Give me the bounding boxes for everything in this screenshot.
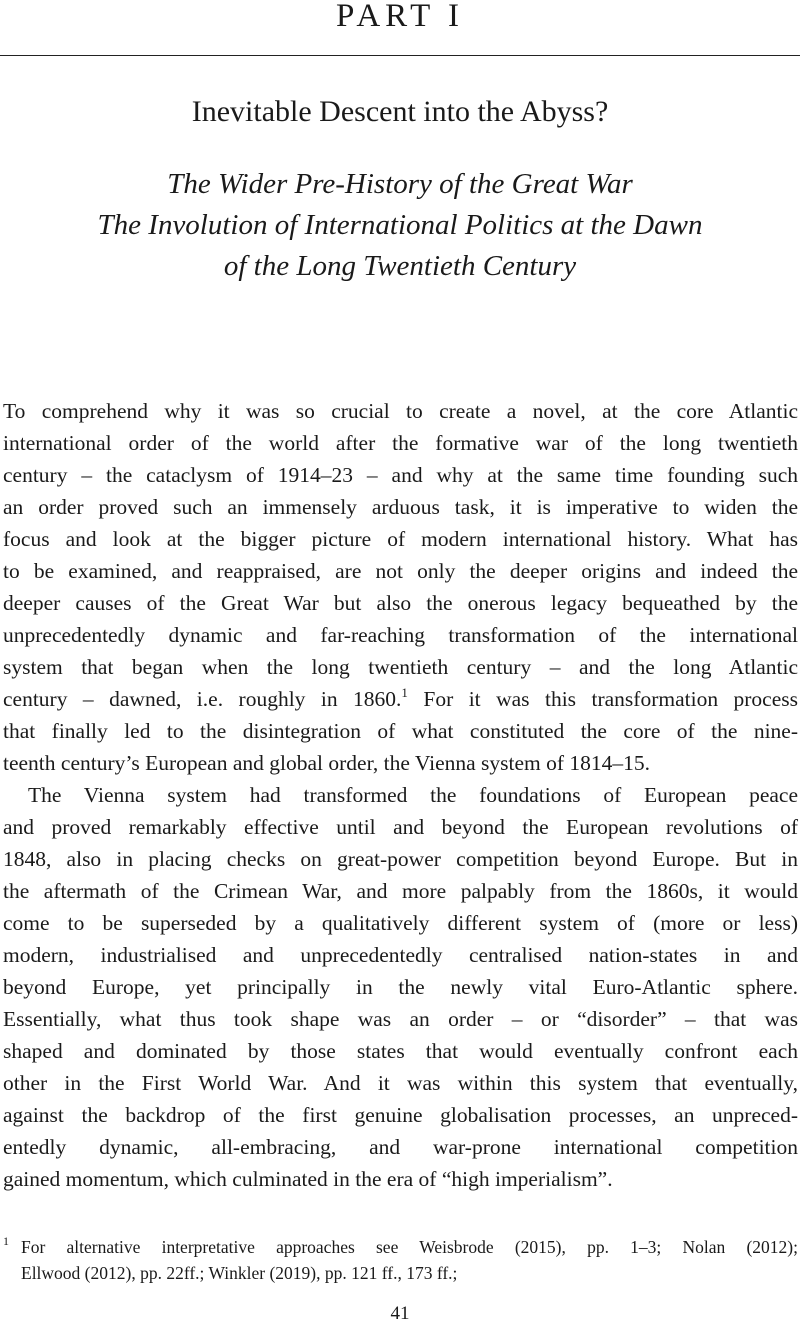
text-line: Essentially, what thus took shape was an order – or “disorder” – that was bbox=[3, 1007, 798, 1031]
text-line: international order of the world after the formative war of the long twentieth bbox=[3, 431, 798, 455]
text-segment: century – dawned, i.e. roughly in 1860. bbox=[3, 687, 402, 711]
text-line: century – the cataclysm of 1914–23 – and why at the same time founding such bbox=[3, 463, 798, 487]
text-line: unprecedentedly dynamic and far-reaching transformation of the international bbox=[3, 623, 798, 647]
text-line: system that began when the long twentieth century – and the long Atlantic bbox=[3, 655, 798, 679]
text-line: to be examined, and reappraised, are not only the deeper origins and indeed the bbox=[3, 559, 798, 583]
text-line: deeper causes of the Great War but also the onerous legacy bequeathed by the bbox=[3, 591, 798, 615]
text-line: beyond Europe, yet principally in the newly vital Euro-Atlantic sphere. bbox=[3, 975, 798, 999]
text-line: gained momentum, which culminated in the era of “high imperialism”. bbox=[3, 1167, 613, 1191]
text-line: come to be superseded by a qualitatively different system of (more or less) bbox=[3, 911, 798, 935]
paragraph-2 bbox=[3, 779, 798, 1195]
text-line: To comprehend why it was so crucial to create a novel, at the core Atlantic bbox=[3, 399, 798, 423]
text-line: modern, industrialised and unprecedentedly centralised nation-states in and bbox=[3, 943, 798, 967]
footnote-line: Ellwood (2012), pp. 22ff.; Winkler (2019), pp. 121 ff., 173 ff.; bbox=[21, 1263, 458, 1283]
text-line: teenth century’s European and global order, the Vienna system of 1814–15. bbox=[3, 751, 651, 775]
paragraph-1 bbox=[3, 395, 798, 779]
text-line: entedly dynamic, all-embracing, and war-prone international competition bbox=[3, 1135, 798, 1159]
text-line: 1848, also in placing checks on great-power competition beyond Europe. But in bbox=[3, 847, 798, 871]
page-number: 41 bbox=[390, 1303, 410, 1324]
text-line: shaped and dominated by those states that would eventually confront each bbox=[3, 1039, 798, 1063]
text-line: focus and look at the bigger picture of modern international history. What has bbox=[3, 527, 798, 551]
text-line: other in the First World War. And it was within this system that eventually, bbox=[3, 1071, 798, 1095]
text-line: against the backdrop of the first genuine globalisation processes, an unpreced- bbox=[3, 1103, 798, 1127]
chapter-subtitle bbox=[0, 164, 800, 287]
footnote-marker: 1 bbox=[3, 1234, 9, 1248]
chapter-title: Inevitable Descent into the Abyss? bbox=[191, 95, 609, 128]
subtitle-line: The Involution of International Politics at the Dawn bbox=[97, 209, 703, 241]
text-line: The Vienna system had transformed the foundations of European peace bbox=[28, 783, 798, 807]
text-line: and proved remarkably effective until and beyond the European revolutions of bbox=[3, 815, 798, 839]
part-heading: PART I bbox=[336, 0, 464, 34]
text-line: an order proved such an immensely arduous task, it is imperative to widen the bbox=[3, 495, 798, 519]
footnote-line: For alternative interpretative approaches see Weisbrode (2015), pp. 1–3; Nolan (2012); bbox=[21, 1237, 798, 1257]
body-text bbox=[3, 395, 798, 1195]
footnote-reference[interactable]: 1 bbox=[401, 685, 408, 700]
heading-rule bbox=[0, 55, 800, 56]
text-line-with-footnote bbox=[3, 683, 798, 715]
footnote bbox=[3, 1234, 798, 1286]
subtitle-line: of the Long Twentieth Century bbox=[223, 250, 577, 282]
subtitle-line: The Wider Pre-History of the Great War bbox=[167, 168, 633, 200]
text-line: the aftermath of the Crimean War, and more palpably from the 1860s, it would bbox=[3, 879, 798, 903]
text-line: that finally led to the disintegration of what constituted the core of the nine- bbox=[3, 719, 798, 743]
text-segment: For it was this transformation process bbox=[407, 687, 799, 711]
